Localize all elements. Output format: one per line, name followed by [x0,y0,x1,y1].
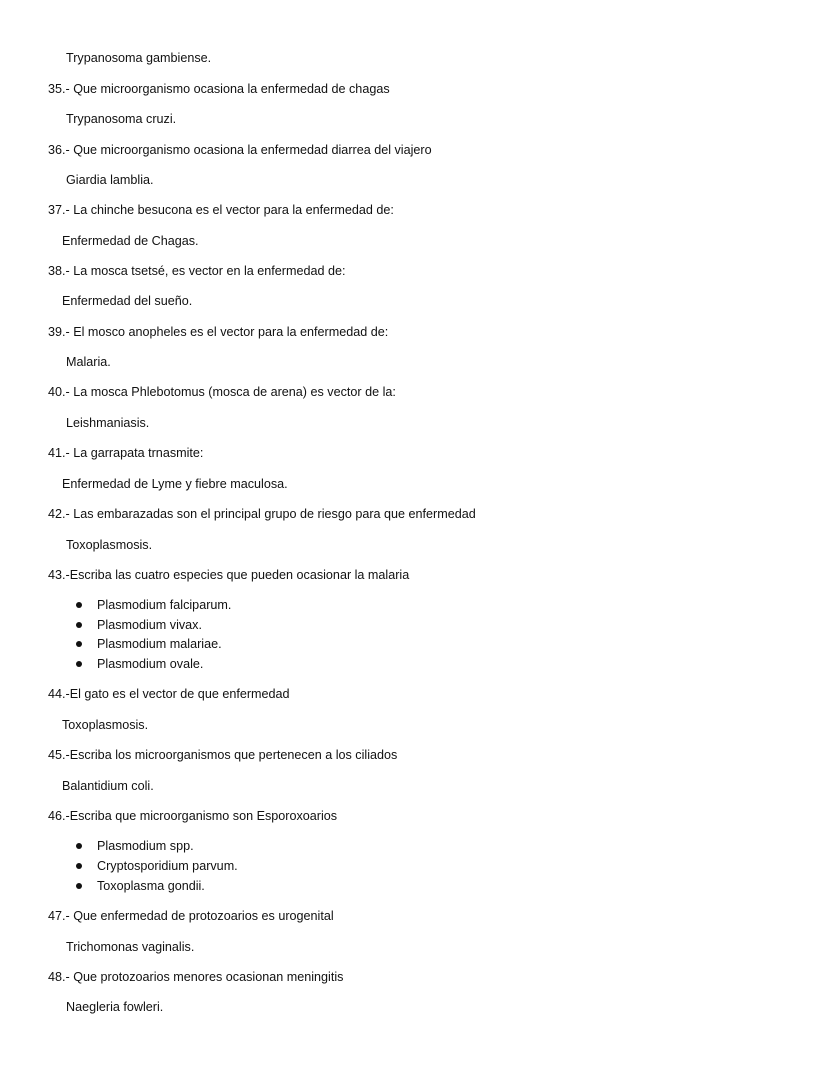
bullet-icon [76,661,82,667]
bullet-text: Plasmodium spp. [97,839,194,853]
bullet-icon [76,602,82,608]
answer-text: Trypanosoma gambiense. [66,51,212,65]
bullet-text: Cryptosporidium parvum. [97,859,238,873]
answer-48: Naegleria fowleri. [66,1000,164,1014]
question-35: 35.- Que microorganismo ocasiona la enfermedad de chagas [48,82,390,96]
question-45: 45.-Escriba los microorganismos que pertenecen a los ciliados [48,748,398,762]
question-38: 38.- La mosca tsetsé, es vector en la enfermedad de: [48,264,346,278]
question-43: 43.-Escriba las cuatro especies que pueden ocasionar la malaria [48,568,410,582]
answer-42: Toxoplasmosis. [66,538,153,552]
question-48: 48.- Que protozoarios menores ocasionan meningitis [48,970,344,984]
bullet-item [97,878,205,894]
bullet-item [97,617,202,633]
question-40: 40.- La mosca Phlebotomus (mosca de arena) es vector de la: [48,385,396,399]
bullet-icon [76,622,82,628]
question-44: 44.-El gato es el vector de que enfermedad [48,687,290,701]
bullet-text: Plasmodium malariae. [97,637,222,651]
question-39: 39.- El mosco anopheles es el vector para la enfermedad de: [48,325,389,339]
question-36: 36.- Que microorganismo ocasiona la enfermedad diarrea del viajero [48,143,432,157]
answer-38: Enfermedad del sueño. [62,294,193,308]
answer-35: Trypanosoma cruzi. [66,112,177,126]
answer-45: Balantidium coli. [62,779,154,793]
bullet-icon [76,883,82,889]
question-41: 41.- La garrapata trnasmite: [48,446,204,460]
bullet-icon [76,641,82,647]
question-47: 47.- Que enfermedad de protozoarios es urogenital [48,909,334,923]
bullet-text: Plasmodium falciparum. [97,598,232,612]
bullet-icon [76,843,82,849]
bullet-item [97,656,203,672]
answer-40: Leishmaniasis. [66,416,150,430]
answer-41: Enfermedad de Lyme y fiebre maculosa. [62,477,288,491]
question-37: 37.- La chinche besucona es el vector para la enfermedad de: [48,203,394,217]
answer-37: Enfermedad de Chagas. [62,234,199,248]
answer-36: Giardia lamblia. [66,173,154,187]
bullet-item [97,636,222,652]
bullet-item [97,858,238,874]
question-46: 46.-Escriba que microorganismo son Esporoxoarios [48,809,338,823]
answer-44: Toxoplasmosis. [62,718,149,732]
question-42: 42.- Las embarazadas son el principal grupo de riesgo para que enfermedad [48,507,476,521]
bullet-text: Plasmodium ovale. [97,657,204,671]
bullet-item [97,597,231,613]
bullet-text: Plasmodium vivax. [97,618,202,632]
bullet-text: Toxoplasma gondii. [97,879,205,893]
bullet-item [97,838,194,854]
answer-47: Trichomonas vaginalis. [66,940,195,954]
bullet-icon [76,863,82,869]
answer-39: Malaria. [66,355,111,369]
